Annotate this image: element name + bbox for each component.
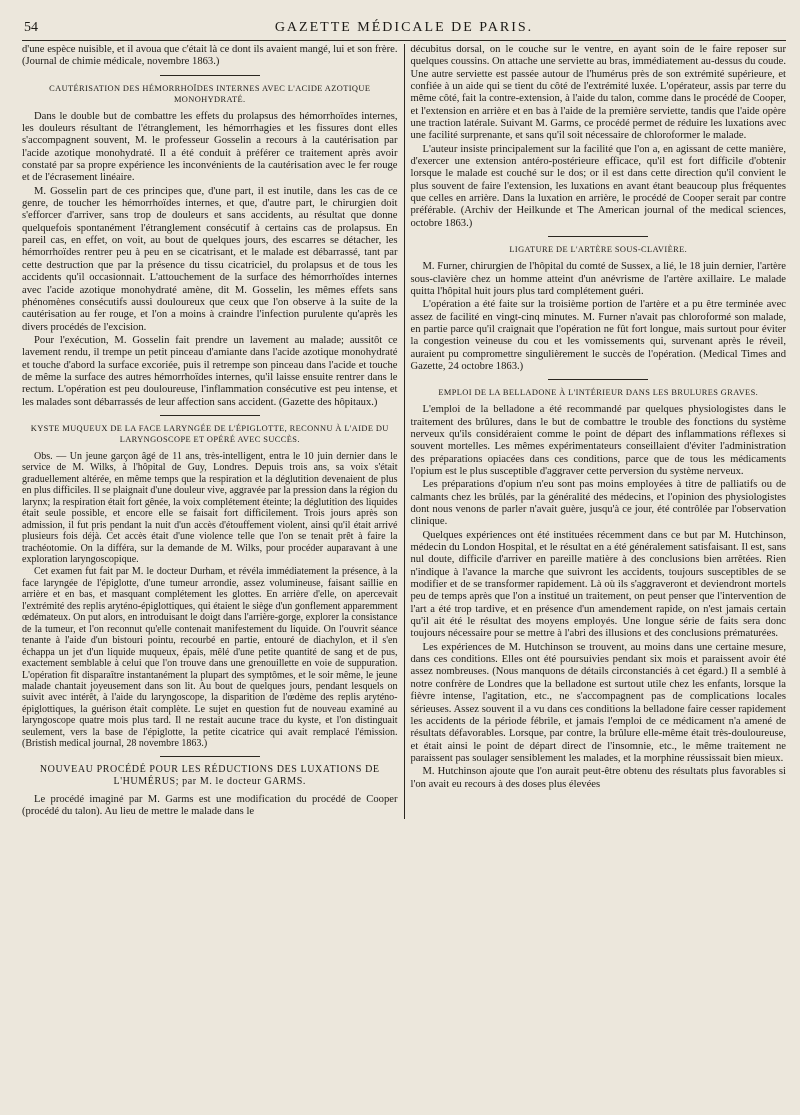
text-columns	[22, 44, 786, 819]
paragraph: M. Furner, chirurgien de l'hôpital du comté de Sussex, a lié, le 18 juin dernier, l'artère sous-clavière chez un homme atteint d'un anévrisme de l'artère axillaire. Le malade quitta l'hôpital huit jours plus tard complétement guéri.	[410, 261, 786, 297]
journal-title: GAZETTE MÉDICALE DE PARIS.	[274, 20, 534, 35]
right-column	[405, 44, 787, 819]
page-header	[22, 18, 786, 41]
paragraph: Pour l'exécution, M. Gosselin fait prendre un lavement au malade; aussitôt ce lavement rendu, il trempe un petit pinceau d'amiante dans l'acide azotique monohydraté et touche d'abord la surface excoriée, puis il retrempe son pinceau dans l'acide et touche de même la surface des autres hémorrhoïdes internes, qu'il laisse ensuite rentrer dans le rectum. L'opération est peu douloureuse, l'inflammation consécutive est peu intense, et les malades sont débarrassés de leur affection sans accident. (Gazette des hôpitaux.)	[22, 334, 398, 408]
section-divider	[548, 379, 648, 380]
left-column	[22, 44, 405, 819]
section-heading: EMPLOI DE LA BELLADONE À L'INTÉRIEUR DANS LES BRULURES GRAVES.	[438, 388, 759, 398]
paragraph: M. Hutchinson ajoute que l'on aurait peut-être obtenu des résultats plus favorables si l'on avait eu recours à des doses plus élevées	[410, 766, 786, 790]
section-divider	[160, 756, 260, 757]
section-heading: LIGATURE DE L'ARTÈRE SOUS-CLAVIÈRE.	[509, 245, 688, 255]
paragraph: Cet examen fut fait par M. le docteur Durham, et révéla immédiatement la présence, à la face laryngée de l'épiglotte, d'une tumeur arrondie, assez volumineuse, faisant saillie en arrière et en bas, et masquant complétement les glottes. En arrière d'elle, on apercevait l'extrémité des replis aryténo-épiglottiques, qui étaient le siège d'un gonflement apparemment œdémateux. On put alors, en introduisant le doigt dans l'arrière-gorge, explorer la consistance de la tumeur, et l'on reconnut qu'elle contenait manifestement du liquide. On l'ouvrit séance tenante à l'aide d'un bistouri pointu, recourbé en partie, entouré de diachylon, et il s'en échappa un jet d'un liquide muqueux, épais, mêlé d'une petite quantité de sang et de pus, exactement semblable à celui que l'on trouve dans une grenouillette en voie de suppuration. L'opération fit disparaître instantanément la plupart des symptômes, et le soir même, le jeune malade chantait joyeusement dans son lit. Au bout de quelques jours, pendant lesquels on suivit avec intérêt, à l'aide du laryngoscope, la disparition de l'œdème des replis aryténo-épiglottiques, la guérison était complète. Le sujet en question fut de nouveau examiné au laryngoscope quatre mois plus tard. Il ne restait aucune trace du kyste, et l'on distinguait seulement, vers la base de l'épiglotte, la petite cicatrice qui avait remplacé l'émission. (Bristish medical journal, 28 novembre 1863.)	[22, 566, 398, 750]
paragraph: Les expériences de M. Hutchinson se trouvent, au moins dans une certaine mesure, dans ces conditions. Elles ont été poursuivies pendant six mois et paraissent avoir été assez nombreuses. (Nous manquons de détails circonstanciés à cet égard.) Il a semblé à notre confrère de Londres que la belladone est surtout utile chez les enfants, lorsque la fièvre intense, l'agitation, etc., ne s'accompagnent pas de complications locales sérieuses. Assez souvent il a vu dans ces conditions la belladone faire cesser rapidement les accidents de la période fébrile, et jamais l'emploi de ce médicament n'a amené de résultats défavorables. Lorsque, par contre, la brûlure elle-même était très-douloureuse, et était ainsi le point de départ direct de l'insomnie, etc., le même traitement ne paraissent pas soulager sensiblement les malades, et la morphine réussissait bien mieux.	[410, 641, 786, 764]
paragraph: Les préparations d'opium n'eu sont pas moins employées à titre de palliatifs ou de calmants chez les brûlés, par la généralité des médecins, et l'opinion des physiologistes dont nous venons de parler n'avait guère, jusqu'à ce jour, été contrôlée par l'observation clinique.	[410, 479, 786, 528]
paragraph: Le procédé imaginé par M. Garms est une modification du procédé de Cooper (procédé du talon). Au lieu de mettre le malade dans le	[22, 793, 398, 818]
paragraph: L'emploi de la belladone a été recommandé par quelques physiologistes dans le traitement des brûlures, dans le but de combattre le trouble des fonctions du système nerveux qu'ils considéraient comme le point de départ des inflammations réflexes si souvent mortelles. Les mêmes expérimentateurs conseillaient d'éviter l'administration des préparations opiacées dans ces conditions, parce que de tous les médicaments l'opium est le plus susceptible d'aggraver cette perversion du système nerveux.	[410, 404, 786, 477]
paragraph: Obs. — Un jeune garçon âgé de 11 ans, très-intelligent, entra le 10 juin dernier dans le service de M. Wilks, à l'hôpital de Guy, Londres. Depuis trois ans, sa voix s'était graduellement altérée, en même temps que la respiration et la déglutition devenaient de plus en plus difficiles. Il se plaignait d'une douleur vive, aggravée par la pression dans la région du larynx; la respiration était fort gênée, la voix complétement éteinte; la déglutition des liquides était seule possible, et encore elle se faisait fort difficilement. Trois jours après son admission, il fut pris pendant la nuit d'un accès d'étouffement violent, ainsi qu'il était arrivé plusieurs fois déjà. Cet accès était d'une violence telle que l'on se tenait prêt à faire la trachéotomie. On la différa, sur la demande de M. Wilks, pour procéder auparavant à une exploration laryngoscopique.	[22, 450, 398, 566]
section-heading: NOUVEAU PROCÉDÉ POUR LES RÉDUCTIONS DES LUXATIONS DE L'HUMÉRUS; par M. le docteur GARMS.	[39, 763, 380, 787]
paragraph: L'opération a été faite sur la troisième portion de l'artère et a pu être terminée avec assez de facilité en vingt-cinq minutes. M. Furner n'avait pas chloroformé son malade, en partie parce qu'il craignait que l'opération ne fût fort longue, mais surtout pour éviter la congestion veineuse du cou et les vomissements qui, survenant après le réveil, auraient pu compromettre singulièrement le succès de l'opération. (Medical Times and Gazette, 24 octobre 1863.)	[410, 299, 786, 372]
section-heading: KYSTE MUQUEUX DE LA FACE LARYNGÉE DE L'ÉPIGLOTTE, RECONNU À L'AIDE DU LARYNGOSCOPE ET OPÉRÉ AVEC SUCCÈS.	[30, 423, 389, 444]
paragraph: Dans le double but de combattre les effets du prolapsus des hémorrhoïdes internes, les douleurs résultant de l'étranglement, les hémorrhagies et les fissures dont elles s'accompagnent souvent, M. le professeur Gosselin a recours à la cautérisation par l'acide azotique monohydraté. Il a été conduit à préférer ce traitement après avoir constaté par sa propre expérience les inconvénients de la cautérisation avec le fer rouge et de l'écrasement linéaire.	[22, 110, 398, 184]
section-divider	[548, 236, 648, 237]
section-heading: CAUTÉRISATION DES HÉMORRHOÏDES INTERNES AVEC L'ACIDE AZOTIQUE MONOHYDRATÉ.	[49, 83, 371, 104]
paragraph: d'une espèce nuisible, et il avoua que c'était là ce dont ils avaient mangé, lui et son frère. (Journal de chimie médicale, novembre 1863.)	[22, 44, 398, 68]
paragraph: Quelques expériences ont été instituées récemment dans ce but par M. Hutchinson, médecin du London Hospital, et le résultat en a été généralement satisfaisant. Il est, sans nul doute, difficile d'arriver en pareille matière à des conclusions bien arrêtées. Rien n'indique à l'avance la marche que suivront les accidents, toujours susceptibles de se modifier et de se transformer rapidement. Là où ils s'aggraveront et deviendront mortels peu de temps après que l'on a institué un traitement, on peut penser que l'intervention de l'art a été trop tardive, et en présence d'un amendement rapide, on n'est jamais certain qu'il ait été le résultat des moyens employés. Une longue série de faits sera donc toujours nécessaire pour se mettre à l'abri des illusions et des conclusions prématurées.	[410, 529, 786, 640]
section-divider	[160, 75, 260, 76]
section-divider	[160, 415, 260, 416]
page-number: 54	[24, 20, 38, 35]
paragraph: décubitus dorsal, on le couche sur le ventre, en ayant soin de le faire reposer sur quelques coussins. On attache une serviette au bras, immédiatement au-dessus du coude. Une autre serviette est passée autour de l'humérus près de son extrémité supérieure, et confiée à un aide qui se tient du côté de l'extrémité luxée. L'opérateur, assis par terre du même côté, fait la contre-extension, à l'aide du talon, comme dans le procédé de Cooper, et l'extension en arrière et en bas à l'aide de la première serviette, tandis que l'aide opère une traction latérale. Suivant M. Garms, ce procédé permet de réduire les luxations avec une facilité surprenante, et sans qu'il soit nécessaire de chloroformer le malade.	[410, 44, 786, 142]
paragraph: L'auteur insiste principalement sur la facilité que l'on a, en agissant de cette manière, d'exercer une extension antéro-postérieure efficace, qu'il est fort difficile d'obtenir lorsque le malade est couché sur le dos; or il est dans cette direction qu'il convient le plus souvent de faire l'extension, les luxations en avant étant beaucoup plus fréquentes que celles en arrière. Dans la luxation en arrière, le procédé de Cooper serait par contre préférable. (Archiv der Heilkunde et The American journal of the medical sciences, octobre 1863.)	[410, 143, 786, 229]
paragraph: M. Gosselin part de ces principes que, d'une part, il est inutile, dans les cas de ce genre, de toucher les hémorrhoïdes internes, et que, d'autre part, le chirurgien doit s'efforcer d'arriver, sans trop de douleurs et sans accidents, au résultat que donne quelquefois spontanément l'étranglement consécutif à certains cas de prolapsus. En pareil cas, en effet, on voit, au bout de quelques jours, des escarres se détacher, les hémorrhoïdes rentrer peu à peu en se cicatrisant, et le malade est débarrassé, tant par cette destruction que par la présence du tissu cicatriciel, du prolapsus et de tous les accidents qu'il occasionnait. L'attouchement de la surface des hémorrhoïdes internes avec l'acide azotique monohydraté amène, dit M. Gosselin, les mêmes effets sans phénomènes consécutifs aussi douloureux que ceux que l'on observe à la suite de la cautérisation au fer rouge, et l'on a moins à craindre l'infection purulente qu'après les divers procédés de l'excision.	[22, 185, 398, 333]
